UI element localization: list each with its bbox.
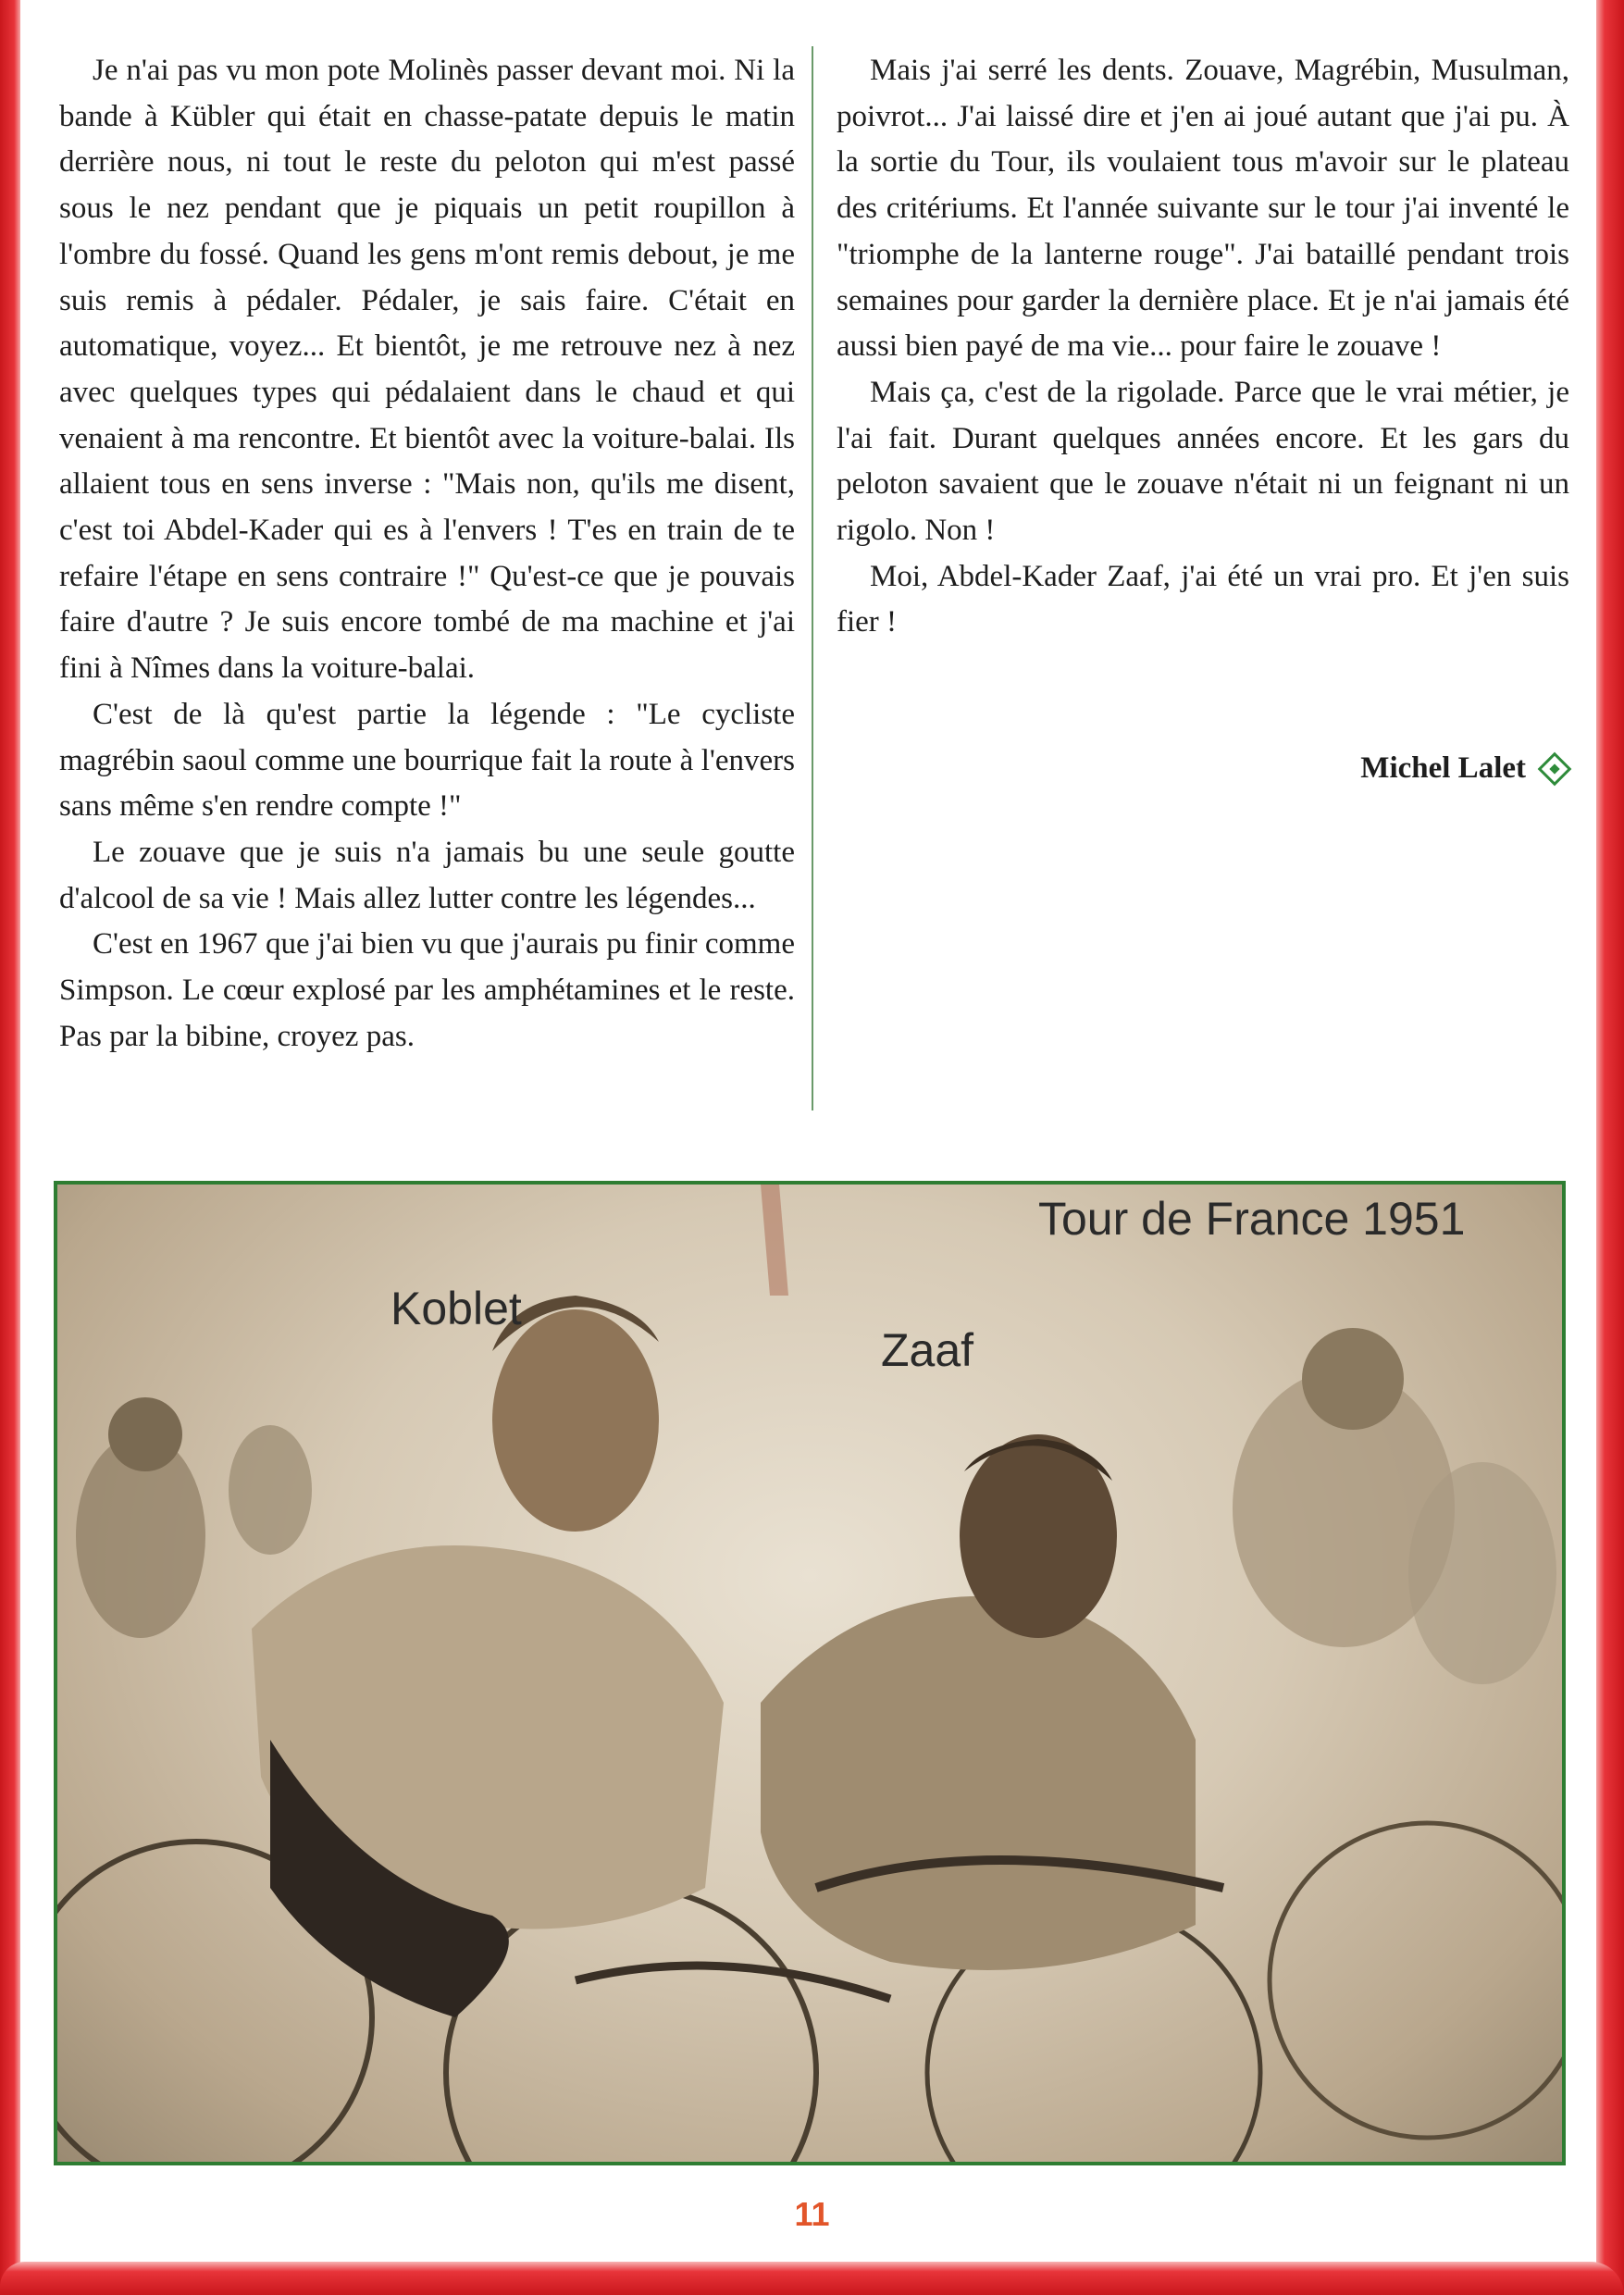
photo-title: Tour de France 1951 bbox=[1038, 1193, 1466, 1245]
paragraph: Mais ça, c'est de la rigolade. Parce que le vrai métier, je l'ai fait. Durant quelques années encore. Et les gars du peloton savaient que le zouave n'était ni un feignant ni un rigolo. Non ! bbox=[837, 375, 1569, 548]
cycling-photo bbox=[54, 1181, 1566, 2165]
page-number: 11 bbox=[794, 2195, 830, 2233]
author-name: Michel Lalet bbox=[1360, 751, 1526, 785]
column-divider bbox=[812, 46, 813, 1110]
paragraph: Le zouave que je suis n'a jamais bu une seule goutte d'alcool de sa vie ! Mais allez lutter contre les légendes... bbox=[59, 835, 795, 915]
page-frame-bottom bbox=[0, 2262, 1624, 2295]
article-column-left bbox=[59, 48, 795, 1060]
page-frame-right bbox=[1596, 0, 1624, 2295]
paragraph: C'est de là qu'est partie la légende : "Le cycliste magrébin saoul comme une bourrique fait la route à l'envers sans même s'en rendre compte !" bbox=[59, 697, 795, 824]
paragraph: C'est en 1967 que j'ai bien vu que j'aurais pu finir comme Simpson. Le cœur explosé par les amphétamines et le reste. Pas par la bibine, croyez pas. bbox=[59, 927, 795, 1053]
author-signature bbox=[1360, 751, 1567, 786]
photo-illustration bbox=[57, 1185, 1562, 2162]
page-frame-left bbox=[0, 0, 20, 2295]
paragraph: Je n'ai pas vu mon pote Molinès passer devant moi. Ni la bande à Kübler qui était en chasse-patate depuis le matin derrière nous, ni tout le reste du peloton qui m'est passé sous le nez pendant que je piquais un petit roupillon à l'ombre du fossé. Quand les gens m'ont remis debout, je me suis remis à pédaler. Pédaler, je sais faire. C'était en automatique, voyez... Et bientôt, je me retrouve nez à nez avec quelques types qui pédalaient dans le chaud et qui venaient à ma rencontre. Et bientôt avec la voiture-balai. Ils allaient tous en sens inverse : "Mais non, qu'ils me disent, c'est toi Abdel-Kader qui es à l'envers ! T'es en train de te refaire l'étape en sens contraire !" Qu'est-ce que je pouvais faire d'autre ? Je suis encore tombé de ma machine et j'ai fini à Nîmes dans la voiture-balai. bbox=[59, 54, 795, 686]
photo-label-koblet: Koblet bbox=[391, 1283, 522, 1334]
photo-label-zaaf: Zaaf bbox=[881, 1324, 974, 1376]
paragraph: Mais j'ai serré les dents. Zouave, Magrébin, Musulman, poivrot... J'ai laissé dire et j'en ai joué autant que j'ai pu. À la sortie du Tour, ils voulaient tous m'avoir sur le plateau des critériums. Et l'année suivante sur le tour j'ai inventé le "triomphe de la lanterne rouge". J'ai bataillé pendant trois semaines pour garder la dernière place. Et je n'ai jamais été aussi bien payé de ma vie... pour faire le zouave ! bbox=[837, 54, 1569, 364]
diamond-icon bbox=[1538, 751, 1572, 786]
article-column-right bbox=[837, 48, 1569, 646]
paragraph: Moi, Abdel-Kader Zaaf, j'ai été un vrai pro. Et j'en suis fier ! bbox=[837, 559, 1569, 639]
